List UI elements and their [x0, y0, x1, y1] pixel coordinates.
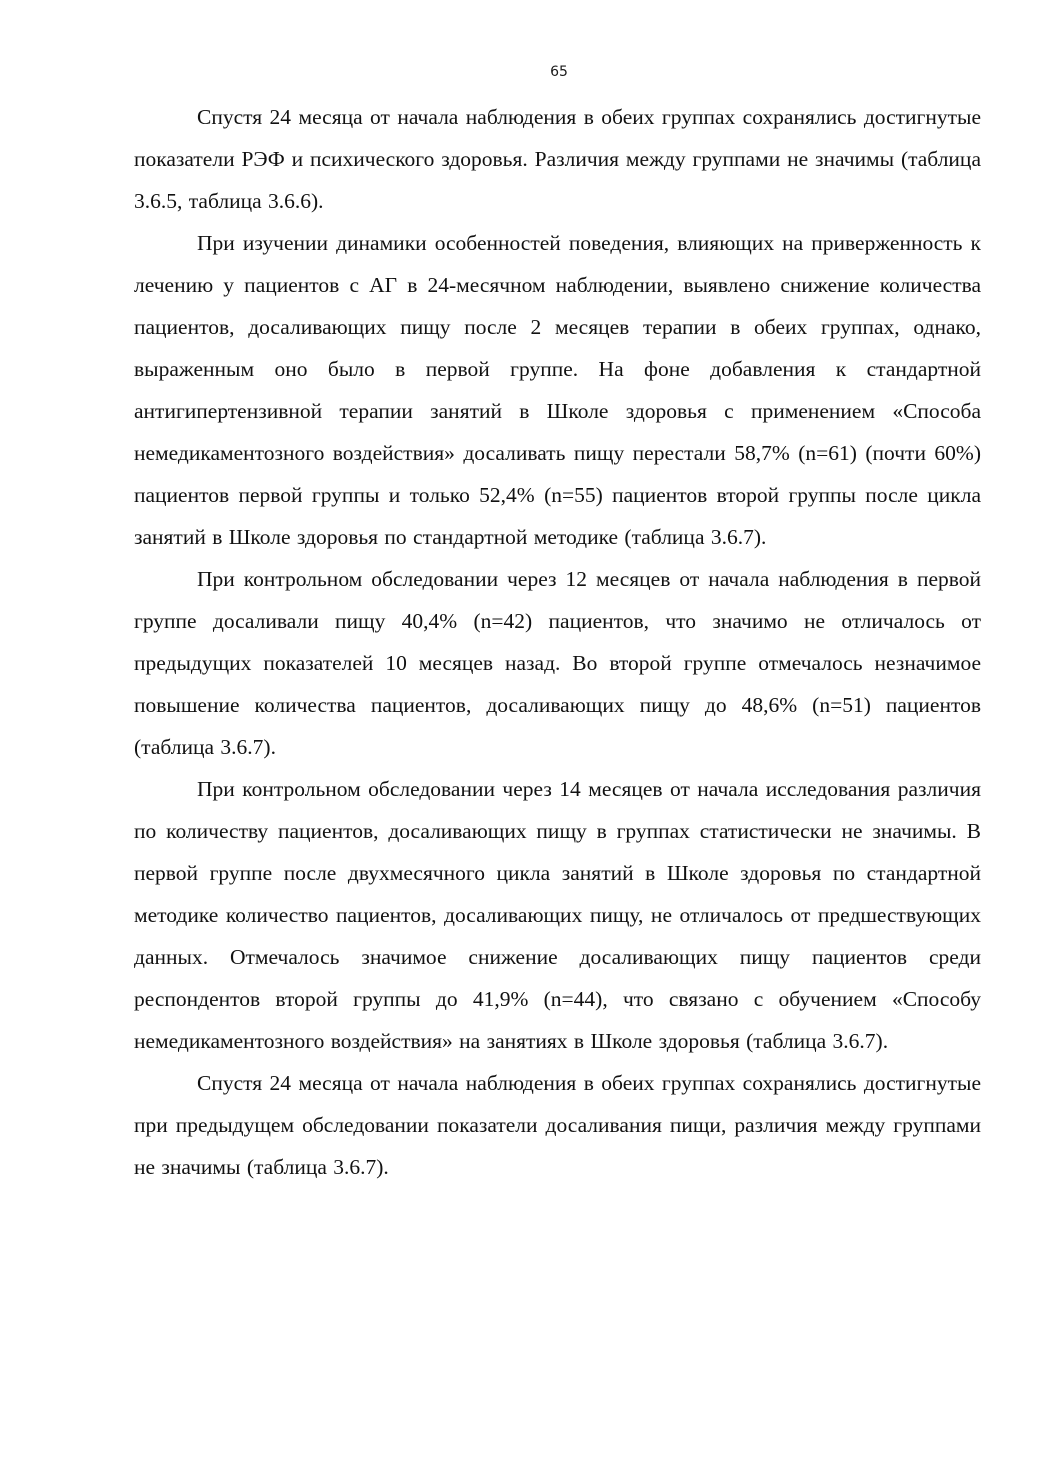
page-number: 65	[550, 64, 568, 80]
paragraph-1: Спустя 24 месяца от начала наблюдения в обеих группах сохранялись достигнутые показатели РЭФ и психического здоровья. Различия между группами не значимы (таблица 3.6.5, таблица 3.6.6).	[134, 105, 981, 213]
paragraph-2: При изучении динамики особенностей поведения, влияющих на приверженность к лечению у пациентов с АГ в 24-месячном наблюдении, выявлено снижение количества пациентов, досаливающих пищу после 2 месяцев терапии в обеих группах, однако, выраженным оно было в первой группе. На фоне добавления к стандартной антигипертензивной терапии занятий в Школе здоровья с применением «Способа немедикаментозного воздействия» досаливать пищу перестали 58,7% (n=61) (почти 60%) пациентов первой группы и только 52,4% (n=55) пациентов второй группы после цикла занятий в Школе здоровья по стандартной методике (таблица 3.6.7).	[134, 231, 981, 549]
paragraph-3: При контрольном обследовании через 12 месяцев от начала наблюдения в первой группе досаливали пищу 40,4% (n=42) пациентов, что значимо не отличалось от предыдущих показателей 10 месяцев назад. Во второй группе отмечалось незначимое повышение количества пациентов, досаливающих пищу до 48,6% (n=51) пациентов (таблица 3.6.7).	[134, 567, 981, 759]
body-text	[134, 96, 981, 1188]
paragraph-4: При контрольном обследовании через 14 месяцев от начала исследования различия по количеству пациентов, досаливающих пищу в группах статистически не значимы. В первой группе после двухмесячного цикла занятий в Школе здоровья по стандартной методике количество пациентов, досаливающих пищу, не отличалось от предшествующих данных. Отмечалось значимое снижение досаливающих пищу пациентов среди респондентов второй группы до 41,9% (n=44), что связано с обучением «Способу немедикаментозного воздействия» на занятиях в Школе здоровья (таблица 3.6.7).	[134, 777, 981, 1053]
paragraph-5: Спустя 24 месяца от начала наблюдения в обеих группах сохранялись достигнутые при предыдущем обследовании показатели досаливания пищи, различия между группами не значимы (таблица 3.6.7).	[134, 1071, 981, 1179]
